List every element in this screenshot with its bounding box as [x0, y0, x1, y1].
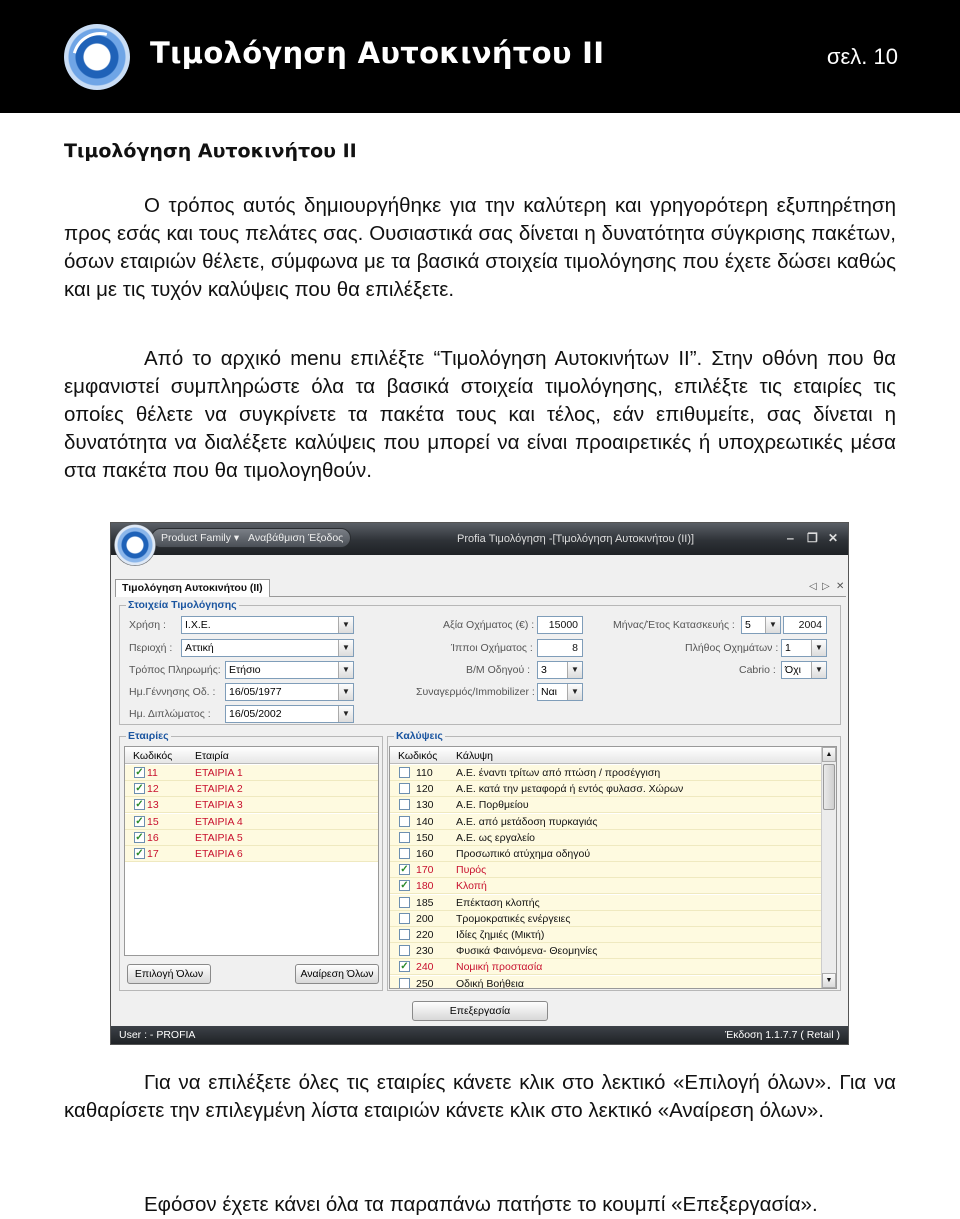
- horsepower-label: Ίπποι Οχήματος :: [451, 642, 533, 654]
- title-bar: [111, 523, 848, 555]
- company-row[interactable]: [125, 846, 378, 862]
- manufacture-date-label: Μήνας/Έτος Κατασκευής :: [613, 619, 735, 631]
- company-row[interactable]: [125, 781, 378, 797]
- chevron-down-icon[interactable]: ▼: [811, 640, 826, 656]
- company-row[interactable]: [125, 814, 378, 830]
- coverage-code: 180: [416, 880, 434, 893]
- company-row[interactable]: [125, 830, 378, 846]
- profia-logo-icon: [64, 24, 130, 90]
- coverage-row[interactable]: [390, 765, 821, 781]
- coverage-name: Α.Ε. ως εργαλείο: [456, 831, 536, 844]
- coverage-row[interactable]: [390, 862, 821, 878]
- coverage-checkbox[interactable]: [399, 767, 410, 778]
- chevron-down-icon[interactable]: ▼: [338, 706, 353, 722]
- horsepower-input[interactable]: 8: [537, 639, 583, 657]
- company-checkbox[interactable]: ✓: [135, 831, 144, 843]
- coverage-row[interactable]: [390, 830, 821, 846]
- coverage-checkbox[interactable]: [399, 913, 410, 924]
- paragraph-select-all: Για να επιλέξετε όλες τις εταιρίες κάνετε κλικ στο λεκτικό «Επιλογή όλων». Για να καθαρίσετε την επιλεγμένη λίστα εταιριών κάνετε κλικ στο λεκτικό «Αναίρεση όλων».: [64, 1071, 896, 1122]
- coverage-row[interactable]: [390, 814, 821, 830]
- coverage-name: Επέκταση κλοπής: [456, 896, 540, 909]
- coverage-row[interactable]: [390, 797, 821, 813]
- coverage-name: Κλοπή: [456, 880, 487, 893]
- coverage-name: Προσωπικό ατύχημα οδηγού: [456, 848, 591, 860]
- column-company[interactable]: Εταιρία: [195, 750, 229, 762]
- company-name: ΕΤΑΙΡΙΑ 6: [195, 848, 243, 860]
- page-header: [0, 0, 960, 113]
- column-code[interactable]: Κωδικός: [133, 750, 173, 762]
- license-date-label: Ημ. Διπλώματος :: [129, 708, 211, 720]
- payment-select[interactable]: Ετήσιο ▼: [225, 661, 354, 679]
- coverage-code: 150: [416, 831, 434, 844]
- vehicle-value-label: Αξία Οχήματος (€) :: [443, 619, 535, 631]
- menu-exit[interactable]: Έξοδος: [308, 532, 344, 544]
- birth-date-picker[interactable]: 16/05/1977 ▼: [225, 683, 354, 701]
- coverage-row[interactable]: [390, 976, 821, 989]
- company-code: 11: [147, 767, 158, 779]
- usage-select[interactable]: Ι.Χ.Ε. ▼: [181, 616, 354, 634]
- chevron-down-icon[interactable]: ▼: [567, 662, 582, 678]
- paragraph-menu: Από το αρχικό menu επιλέξτε “Τιμολόγηση Αυτοκινήτων ΙΙ”. Στην οθόνη που θα εμφανιστεί συμπληρώστε όλα τα βασικά στοιχεία τιμολόγησης, επιλέξτε τις εταιρίες τις οποίες θέλετε να συγκρίνετε τα πακέτα τους και τέλος, εάν επιθυμείτε, σας δίνεται η δυνατότητα να διαλέξετε καλύψεις που μπορεί να είναι προαιρετικές ή υποχρεωτικές μέσα στα πακέτα που θα τιμολογηθούν.: [64, 347, 896, 482]
- maximize-icon[interactable]: ❐: [807, 531, 818, 545]
- page-title: Τιμολόγηση Αυτοκινήτου ΙΙ: [150, 36, 605, 70]
- coverage-checkbox[interactable]: [399, 799, 410, 810]
- company-code: 16: [147, 831, 159, 844]
- coverages-scrollbar[interactable]: [821, 747, 836, 988]
- coverage-name: Α.Ε. έναντι τρίτων από πτώση / προσέγγιση: [456, 767, 661, 779]
- minimize-icon[interactable]: ‒: [787, 531, 794, 545]
- coverages-grid: [389, 746, 837, 989]
- coverage-row[interactable]: [390, 781, 821, 797]
- region-label: Περιοχή :: [129, 642, 173, 654]
- company-name: ΕΤΑΙΡΙΑ 3: [195, 799, 243, 812]
- coverage-code: 250: [416, 977, 434, 989]
- license-date-picker[interactable]: 16/05/2002 ▼: [225, 705, 354, 723]
- coverage-row[interactable]: [390, 943, 821, 959]
- company-name: ΕΤΑΙΡΙΑ 5: [195, 831, 243, 844]
- coverage-name: Τρομοκρατικές ενέργειες: [456, 912, 571, 925]
- coverage-name: Νομική προστασία: [456, 961, 543, 974]
- coverage-name: Α.Ε. Πορθμείου: [456, 799, 529, 812]
- companies-grid-header: [125, 747, 378, 764]
- alarm-label: Συναγερμός/Immobilizer :: [416, 686, 535, 698]
- vehicle-count-label: Πλήθος Οχημάτων :: [685, 642, 779, 654]
- chevron-down-icon[interactable]: ▼: [338, 684, 353, 700]
- coverage-checkbox[interactable]: [399, 816, 410, 827]
- chevron-down-icon[interactable]: ▼: [338, 617, 353, 633]
- status-bar: [111, 1026, 848, 1044]
- coverage-row[interactable]: [390, 959, 821, 975]
- column-code[interactable]: Κωδικός: [398, 750, 438, 762]
- company-checkbox[interactable]: ✓: [135, 799, 144, 811]
- company-name: ΕΤΑΙΡΙΑ 1: [195, 767, 243, 779]
- coverage-checkbox[interactable]: ✓: [400, 864, 409, 876]
- coverage-name: Α.Ε. κατά την μεταφορά ή εντός φυλασσ. Χώρων: [456, 783, 684, 796]
- coverage-checkbox[interactable]: [399, 978, 410, 989]
- coverages-grid-header: [390, 747, 836, 764]
- coverage-checkbox[interactable]: ✓: [400, 880, 409, 892]
- company-code: 15: [147, 815, 159, 828]
- company-checkbox[interactable]: ✓: [135, 848, 144, 859]
- birth-date-label: Ημ.Γέννησης Οδ. :: [129, 686, 216, 698]
- coverage-code: 230: [416, 945, 434, 958]
- month-select[interactable]: 5 ▼: [741, 616, 781, 634]
- coverage-checkbox[interactable]: [399, 848, 410, 859]
- chevron-down-icon[interactable]: ▼: [338, 662, 353, 678]
- chevron-down-icon[interactable]: ▼: [338, 640, 353, 656]
- coverage-row[interactable]: [390, 895, 821, 911]
- company-code: 12: [147, 783, 159, 796]
- tab-strip: [115, 579, 846, 597]
- scroll-thumb[interactable]: [823, 764, 835, 810]
- usage-label: Χρήση :: [129, 619, 166, 631]
- page-number: σελ. 10: [826, 44, 898, 69]
- close-icon[interactable]: ✕: [828, 531, 839, 545]
- coverage-checkbox[interactable]: [399, 832, 410, 843]
- scroll-down-icon[interactable]: ▼: [822, 973, 836, 988]
- company-name: ΕΤΑΙΡΙΑ 2: [195, 783, 243, 796]
- company-checkbox[interactable]: ✓: [135, 815, 144, 827]
- year-input[interactable]: 2004: [783, 616, 827, 634]
- coverages-group-label: Καλύψεις: [396, 730, 443, 742]
- bonus-malus-select[interactable]: 3 ▼: [537, 661, 583, 679]
- region-select[interactable]: Αττική ▼: [181, 639, 354, 657]
- coverage-code: 170: [416, 864, 434, 877]
- window-title: Profia Τιμολόγηση -[Τιμολόγηση Αυτοκινήτου (ΙΙ)]: [457, 533, 695, 545]
- coverage-name: Φυσικά Φαινόμενα- Θεομηνίες: [456, 945, 598, 958]
- menu-upgrade[interactable]: Αναβάθμιση: [248, 532, 305, 544]
- cabrio-select[interactable]: Όχι ▼: [781, 661, 827, 679]
- coverage-name: Πυρός: [456, 864, 487, 877]
- company-code: 13: [147, 799, 159, 812]
- company-name: ΕΤΑΙΡΙΑ 4: [195, 815, 243, 828]
- coverage-code: 130: [416, 799, 434, 812]
- companies-grid: [124, 746, 379, 956]
- coverage-checkbox[interactable]: [399, 929, 410, 940]
- coverage-checkbox[interactable]: ✓: [400, 961, 409, 973]
- coverage-code: 160: [416, 848, 434, 860]
- alarm-select[interactable]: Ναι ▼: [537, 683, 583, 701]
- select-all-button[interactable]: Επιλογή Όλων: [127, 964, 211, 984]
- status-version: Έκδοση 1.1.7.7 ( Retail ): [725, 1029, 840, 1041]
- menu-product-family[interactable]: Product Family ▾: [161, 532, 240, 544]
- cabrio-label: Cabrio :: [739, 664, 776, 676]
- company-row[interactable]: [125, 797, 378, 813]
- scroll-up-icon[interactable]: ▲: [822, 747, 836, 762]
- company-checkbox[interactable]: ✓: [135, 783, 144, 795]
- coverage-checkbox[interactable]: [399, 783, 410, 794]
- tab-next-icon[interactable]: ▷: [822, 581, 830, 592]
- coverage-row[interactable]: [390, 927, 821, 943]
- coverage-code: 220: [416, 929, 434, 941]
- coverage-name: Α.Ε. από μετάδοση πυρκαγιάς: [456, 815, 598, 828]
- chevron-down-icon[interactable]: ▼: [567, 684, 582, 700]
- coverage-row[interactable]: [390, 911, 821, 927]
- process-button[interactable]: Επεξεργασία: [412, 1001, 548, 1021]
- status-user: User : - PROFIA: [119, 1029, 196, 1041]
- paragraph-process: Εφόσον έχετε κάνει όλα τα παραπάνω πατήστε το κουμπί «Επεξεργασία».: [144, 1193, 818, 1216]
- coverage-row[interactable]: [390, 846, 821, 862]
- coverage-code: 110: [416, 767, 433, 779]
- coverage-code: 140: [416, 815, 434, 828]
- coverage-checkbox[interactable]: [399, 945, 410, 956]
- payment-label: Τρόπος Πληρωμής:: [129, 664, 221, 676]
- deselect-all-button[interactable]: Αναίρεση Όλων: [295, 964, 379, 984]
- coverage-code: 200: [416, 912, 434, 925]
- vehicle-value-input[interactable]: 15000: [537, 616, 583, 634]
- app-orb-icon[interactable]: [114, 524, 156, 566]
- tab-prev-icon[interactable]: ◁: [809, 581, 817, 592]
- coverage-row[interactable]: [390, 878, 821, 894]
- bonus-malus-label: Β/Μ Οδηγού :: [466, 664, 531, 676]
- chevron-down-icon[interactable]: ▼: [765, 617, 780, 633]
- coverage-name: Ιδίες ζημιές (Μικτή): [456, 929, 545, 941]
- coverage-checkbox[interactable]: [399, 897, 410, 908]
- coverage-name: Οδική Βοήθεια: [456, 977, 524, 989]
- column-coverage[interactable]: Κάλυψη: [456, 750, 494, 762]
- company-row[interactable]: [125, 765, 378, 781]
- coverage-code: 240: [416, 961, 434, 974]
- vehicle-count-select[interactable]: 1 ▼: [781, 639, 827, 657]
- companies-group-label: Εταιρίες: [128, 730, 169, 742]
- company-checkbox[interactable]: ✓: [135, 767, 144, 778]
- paragraph-intro: Ο τρόπος αυτός δημιουργήθηκε για την καλύτερη και γρηγορότερη εξυπηρέτηση προς εσάς και τους πελάτες σας. Ουσιαστικά σας δίνεται η δυνατότητα σύγκρισης πακέτων, όσων εταιριών θέλετε, σύμφωνα με τα βασικά στοιχεία τιμολόγησης που έχετε δώσει καθώς και με τις τυχόν καλύψεις που θα επιλέξετε.: [64, 194, 896, 301]
- coverage-code: 185: [416, 896, 434, 909]
- tab-close-icon[interactable]: ✕: [836, 581, 845, 592]
- chevron-down-icon[interactable]: ▼: [811, 662, 826, 678]
- pricing-group-label: Στοιχεία Τιμολόγησης: [128, 599, 237, 611]
- company-code: 17: [147, 848, 159, 860]
- section-title: Τιμολόγηση Αυτοκινήτου ΙΙ: [64, 140, 357, 162]
- tab-car-pricing[interactable]: Τιμολόγηση Αυτοκινήτου (ΙΙ): [115, 579, 270, 597]
- app-window: [110, 522, 849, 1045]
- coverage-code: 120: [416, 783, 434, 796]
